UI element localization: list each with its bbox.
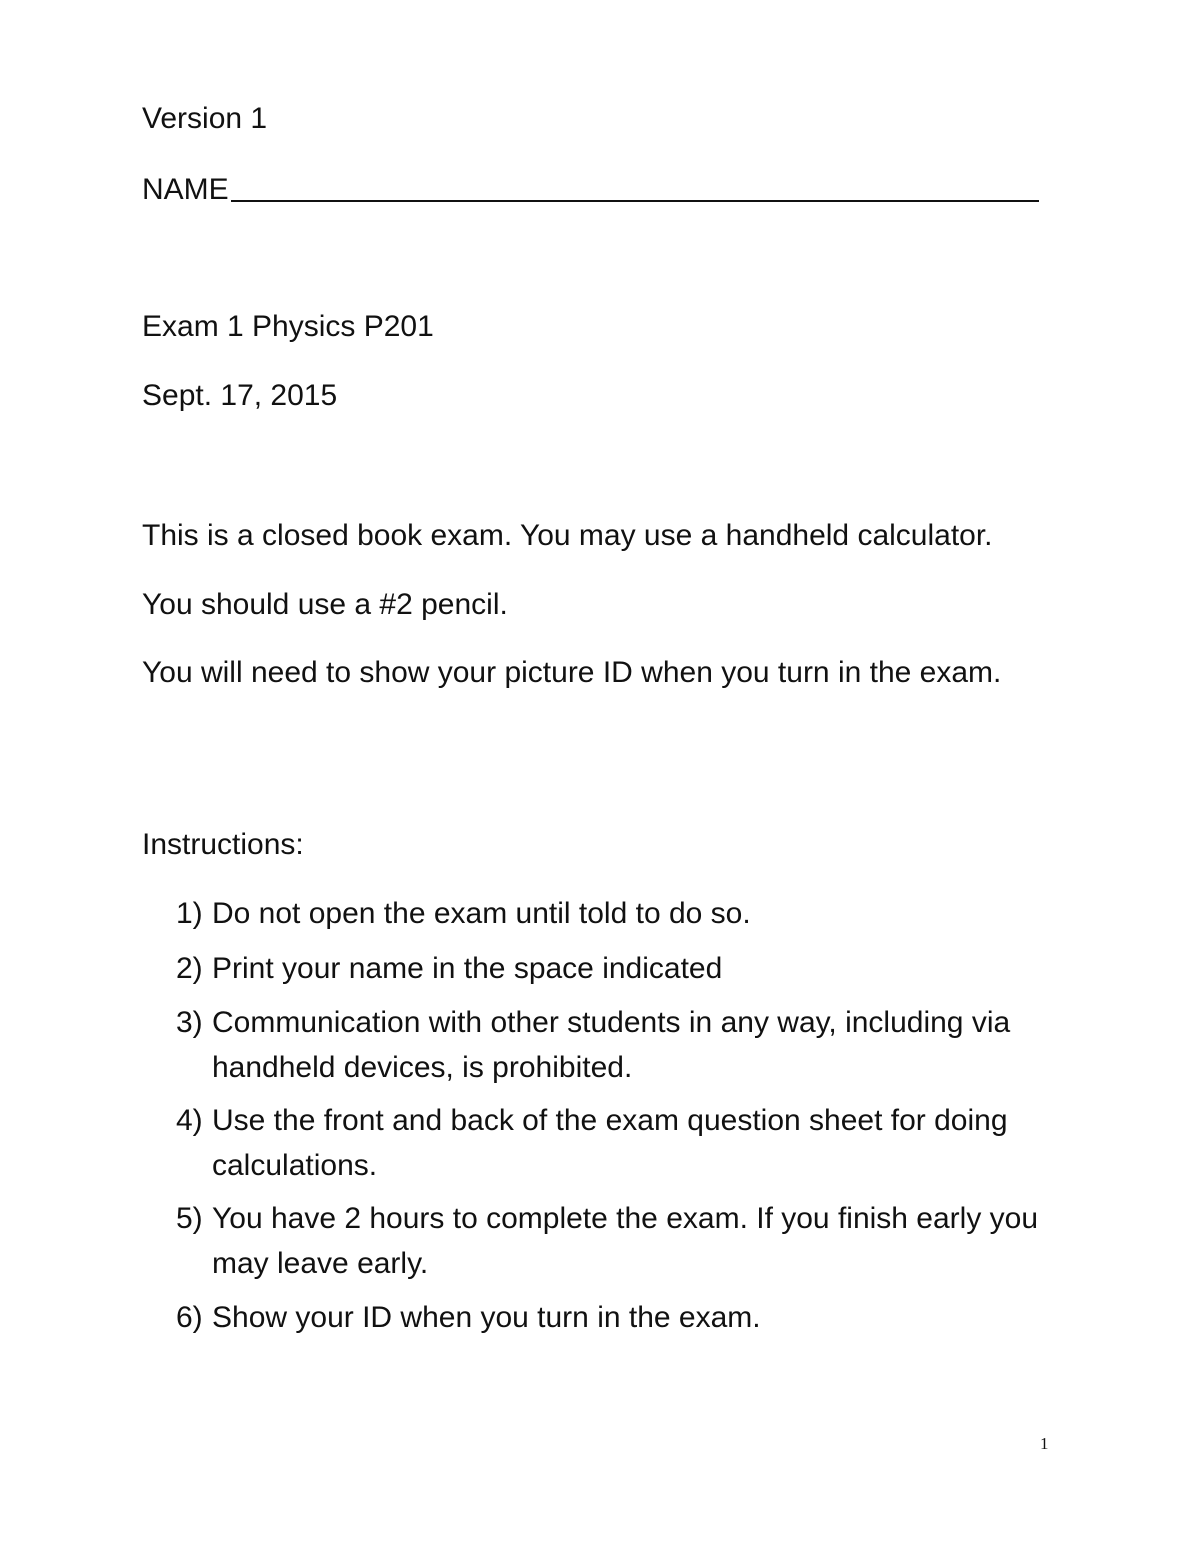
instruction-text: Do not open the exam until told to do so. — [212, 897, 751, 930]
name-label: NAME — [142, 173, 229, 206]
instruction-number: 5) — [176, 1202, 203, 1235]
version-label: Version 1 — [142, 102, 268, 135]
instruction-item — [176, 891, 1066, 936]
instruction-number: 4) — [176, 1104, 203, 1137]
instruction-text: Show your ID when you turn in the exam. — [212, 1301, 761, 1334]
instruction-item — [176, 1098, 1066, 1188]
pencil-note: You should use a #2 pencil. — [142, 588, 508, 621]
instruction-item — [176, 1295, 1066, 1340]
instruction-text: Print your name in the space indicated — [212, 952, 723, 985]
name-blank-line[interactable] — [231, 200, 1039, 202]
instruction-item — [176, 1000, 1066, 1090]
exam-date: Sept. 17, 2015 — [142, 379, 338, 412]
instruction-item — [176, 1196, 1066, 1286]
closed-book-note: This is a closed book exam. You may use a handheld calculator. — [142, 519, 993, 552]
instruction-text: Communication with other students in any way, including via handheld devices, is prohibited. — [212, 1006, 1011, 1084]
instructions-heading: Instructions: — [142, 828, 304, 861]
instruction-number: 2) — [176, 952, 203, 985]
instruction-item — [176, 946, 1066, 991]
instruction-text: Use the front and back of the exam question sheet for doing calculations. — [212, 1104, 1008, 1182]
instruction-number: 6) — [176, 1301, 203, 1334]
exam-title: Exam 1 Physics P201 — [142, 310, 434, 343]
picture-id-note: You will need to show your picture ID when you turn in the exam. — [142, 656, 1002, 689]
instruction-text: You have 2 hours to complete the exam. If you finish early you may leave early. — [212, 1202, 1039, 1280]
name-field-row — [142, 172, 1039, 208]
instruction-number: 1) — [176, 897, 203, 930]
page-number: 1 — [1040, 1434, 1049, 1453]
instruction-number: 3) — [176, 1006, 203, 1039]
